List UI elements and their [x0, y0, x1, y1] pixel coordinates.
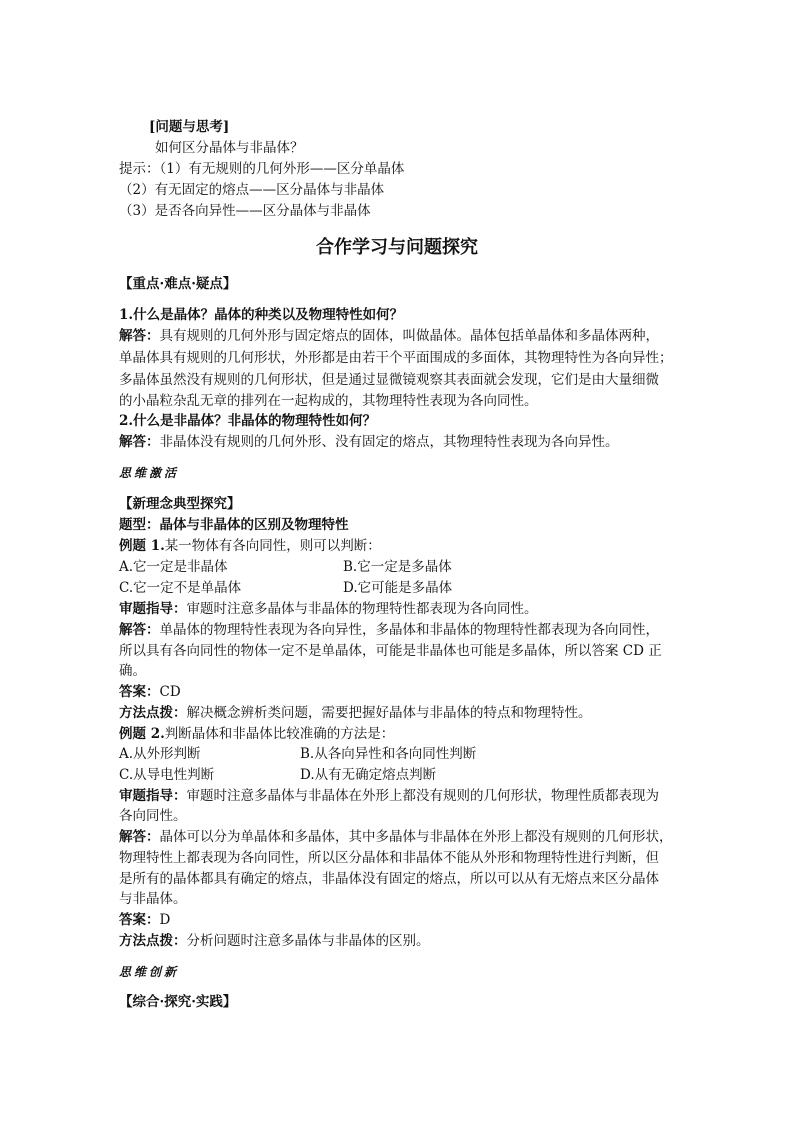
- question-1: 1.什么是晶体？晶体的种类以及物理特性如何？: [119, 307, 404, 323]
- think-activate-label: 思维激活: [119, 466, 180, 480]
- tip-text: 分析问题时注意多晶体与非晶体的区别。: [186, 933, 430, 949]
- example-2-option-b: B.从各向异性和各向同性判断: [300, 746, 477, 762]
- solution-label: 解答：: [119, 622, 160, 638]
- explore-heading: 【新理念典型探究】: [119, 496, 241, 512]
- guide-label: 审题指导：: [119, 788, 187, 804]
- answer-label: 解答：: [119, 434, 160, 450]
- answer-text: 具有规则的几何外形与固定熔点的固体，叫做晶体。晶体包括单晶体和多晶体两种，: [159, 328, 659, 344]
- example-2-option-c: C.从导电性判断: [119, 767, 215, 783]
- answer-text: 非晶体没有规则的几何外形、没有固定的熔点，其物理特性表现为各向异性。: [159, 434, 619, 450]
- guide-text: 审题时注意多晶体与非晶体的物理特性都表现为各向同性。: [186, 601, 538, 617]
- answer-1-line-2: 单晶体具有规则的几何形状，外形都是由若干个平面围成的多面体，其物理特性为各向异性；: [119, 350, 673, 366]
- answer-1-line-4: 的小晶粒杂乱无章的排列在一起构成的，其物理特性表现为各向同性。: [119, 393, 538, 409]
- solution-text: 单晶体的物理特性表现为各向异性，多晶体和非晶体的物理特性都表现为各向同性，: [159, 622, 659, 638]
- example-text: 判断晶体和非晶体比较准确的方法是：: [164, 726, 395, 742]
- answer-label: 答案：: [119, 684, 160, 700]
- key-points-heading: 【重点·难点·疑点】: [119, 276, 237, 292]
- example-label: 例题 2.: [119, 726, 165, 742]
- think-innovate-label: 思维创新: [119, 965, 180, 979]
- guide-label: 审题指导：: [119, 601, 187, 617]
- answer-1-line-1: [119, 326, 679, 346]
- example-1-option-b: B.它一定是多晶体: [343, 559, 452, 575]
- guide-text: 审题时注意多晶体与非晶体在外形上都没有规则的几何形状，物理性质都表现为: [186, 788, 659, 804]
- answer-label: 答案：: [119, 912, 160, 928]
- example-2-option-d: D.从有无确定熔点判断: [300, 767, 437, 783]
- practice-heading: 【综合·探究·实践】: [119, 994, 237, 1010]
- answer-1-line-3: 多晶体虽然没有规则的几何形状，但是通过显微镜观察其表面就会发现，它们是由大量细微: [119, 372, 659, 388]
- question-2: 2.什么是非晶体？非晶体的物理特性如何？: [119, 413, 377, 429]
- example-2-solution-line-4: 与非晶体。: [119, 891, 187, 907]
- example-1-option-c: C.它一定不是单晶体: [119, 580, 242, 596]
- hint-3: （3）是否各向异性——区分晶体与非晶体: [119, 203, 371, 219]
- example-2-answer: [119, 910, 679, 930]
- example-1: [119, 536, 679, 556]
- answer-label: 解答：: [119, 328, 160, 344]
- example-2-solution-line-2: 物理特性上都表现为各向同性，所以区分晶体和非晶体不能从外形和物理特性进行判断，但: [119, 850, 659, 866]
- example-1-option-a: A.它一定是非晶体: [119, 559, 228, 575]
- example-1-option-d: D.它可能是多晶体: [343, 580, 453, 596]
- example-2-guide-line-2: 各向同性。: [119, 808, 187, 824]
- think-heading: [问题与思考]: [149, 119, 230, 135]
- solution-label: 解答：: [119, 829, 160, 845]
- think-question: 如何区分晶体与非晶体？: [155, 140, 304, 156]
- example-2-solution-line-1: [119, 827, 679, 847]
- section-title: 合作学习与问题探究: [316, 237, 478, 258]
- example-1-guide: [119, 599, 679, 619]
- example-2-option-a: A.从外形判断: [119, 746, 201, 762]
- example-2-solution-line-3: 是所有的晶体都具有确定的熔点，非晶体没有固定的熔点，所以可以从有无熔点来区分晶体: [119, 871, 659, 887]
- example-2-guide-line-1: [119, 786, 679, 806]
- example-label: 例题 1.: [119, 538, 165, 554]
- hint-2: （2）有无固定的熔点——区分晶体与非晶体: [119, 182, 385, 198]
- example-1-solution-line-3: 确。: [119, 663, 146, 679]
- answer-text: CD: [159, 684, 181, 700]
- answer-text: D: [159, 912, 171, 928]
- tip-label: 方法点拨：: [119, 933, 187, 949]
- hint-1: 提示：（1）有无规则的几何外形——区分单晶体: [119, 161, 405, 177]
- example-1-solution-line-2: 所以具有各向同性的物体一定不是单晶体，可能是非晶体也可能是多晶体，所以答案 CD 正: [119, 643, 662, 659]
- example-1-tip: [119, 703, 679, 723]
- example-1-solution-line-1: [119, 620, 679, 640]
- answer-2: [119, 432, 679, 452]
- example-1-answer: [119, 682, 679, 702]
- example-2-tip: [119, 931, 679, 951]
- example-2: [119, 724, 679, 744]
- solution-text: 晶体可以分为单晶体和多晶体，其中多晶体与非晶体在外形上都没有规则的几何形状，: [159, 829, 673, 845]
- example-text: 某一物体有各向同性，则可以判断：: [164, 538, 381, 554]
- tip-text: 解决概念辨析类问题，需要把握好晶体与非晶体的特点和物理特性。: [186, 705, 592, 721]
- tip-label: 方法点拨：: [119, 705, 187, 721]
- explore-topic: 题型：晶体与非晶体的区别及物理特性: [119, 517, 349, 533]
